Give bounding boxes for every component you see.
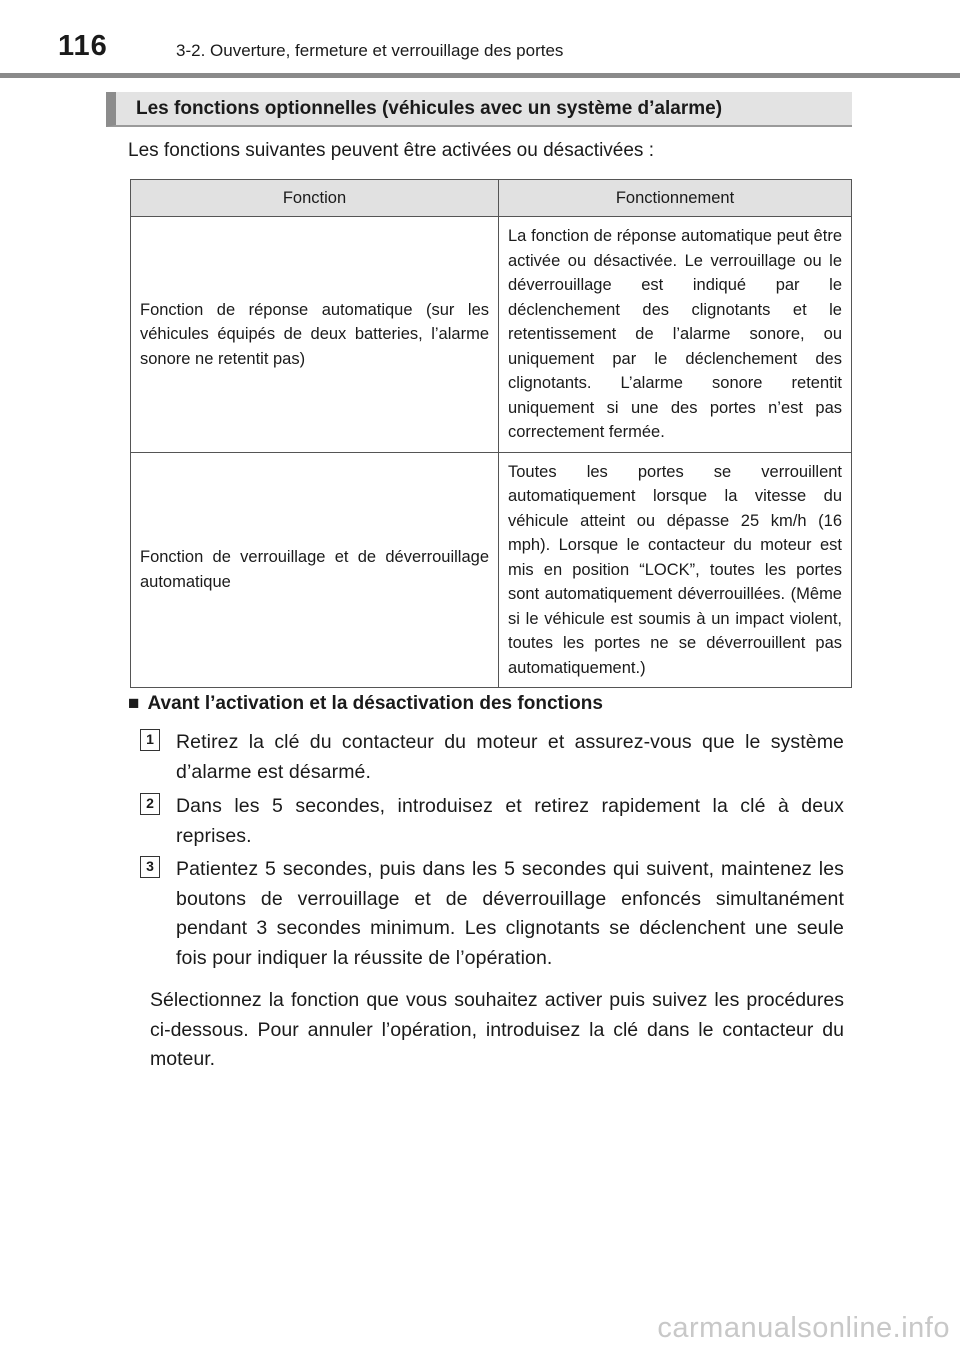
step-number-badge: 1 bbox=[140, 729, 160, 751]
table-cell-function: Fonction de réponse automatique (sur les véhicules équipés de deux batteries, l’alarme sonore ne retentit pas) bbox=[131, 217, 499, 453]
step-number-badge: 2 bbox=[140, 793, 160, 815]
procedure-heading-text: Avant l’activation et la désactivation des fonctions bbox=[147, 693, 603, 714]
step-1 bbox=[140, 728, 844, 787]
section-title: Les fonctions optionnelles (véhicules avec un système d’alarme) bbox=[136, 98, 723, 119]
table-cell-operation: La fonction de réponse automatique peut être activée ou désactivée. Le verrouillage ou le déverrouillage est indiqué par le déclenchement des clignotants et le retentissement de l’alarme sonore, ou uniquement par le déclenchement des clignotants. L’alarme sonore retentit uniquement si une des portes n’est pas correctement fermée. bbox=[499, 217, 852, 453]
step-text: Dans les 5 secondes, introduisez et retirez rapidement la clé à deux reprises. bbox=[176, 795, 844, 847]
square-bullet-icon: ■ bbox=[128, 693, 140, 714]
step-3 bbox=[140, 855, 844, 973]
table-header-function: Fonction bbox=[131, 180, 499, 217]
procedure-heading bbox=[128, 693, 603, 715]
step-2 bbox=[140, 792, 844, 851]
table-cell-operation: Toutes les portes se verrouillent automatiquement lorsque la vitesse du véhicule atteint ou dépasse 25 km/h (16 mph). Lorsque le contacteur du moteur est mis en position “LOCK”, toutes les portes sont automatiquement déverrouillées. (Même si le véhicule est soumis à un impact violent, toutes les portes ne se déverrouillent pas automatiquement.) bbox=[499, 452, 852, 688]
section-heading-bar bbox=[106, 92, 852, 127]
table-header-row bbox=[131, 180, 852, 217]
table-row bbox=[131, 217, 852, 453]
page-number: 116 bbox=[58, 30, 108, 62]
step-text: Patientez 5 secondes, puis dans les 5 secondes qui suivent, maintenez les boutons de verrouillage et de déverrouillage enfoncés simultanément pendant 3 secondes minimum. Les clignotants se déclenchent une seule fois pour indiquer la réussite de l’opération. bbox=[176, 858, 844, 969]
header-rule bbox=[0, 73, 960, 78]
table-header-operation: Fonctionnement bbox=[499, 180, 852, 217]
functions-table bbox=[130, 179, 852, 688]
step-number-badge: 3 bbox=[140, 856, 160, 878]
watermark: carmanualsonline.info bbox=[657, 1312, 950, 1344]
chapter-title: 3-2. Ouverture, fermeture et verrouillage des portes bbox=[176, 41, 564, 60]
intro-text: Les fonctions suivantes peuvent être activées ou désactivées : bbox=[128, 140, 654, 161]
step-text: Retirez la clé du contacteur du moteur et assurez-vous que le système d’alarme est désarmé. bbox=[176, 731, 844, 783]
table-cell-function: Fonction de verrouillage et de déverrouillage automatique bbox=[131, 452, 499, 688]
table-row bbox=[131, 452, 852, 688]
closing-paragraph: Sélectionnez la fonction que vous souhaitez activer puis suivez les procédures ci-dessous. Pour annuler l’opération, introduisez la clé dans le contacteur du moteur. bbox=[150, 989, 844, 1070]
